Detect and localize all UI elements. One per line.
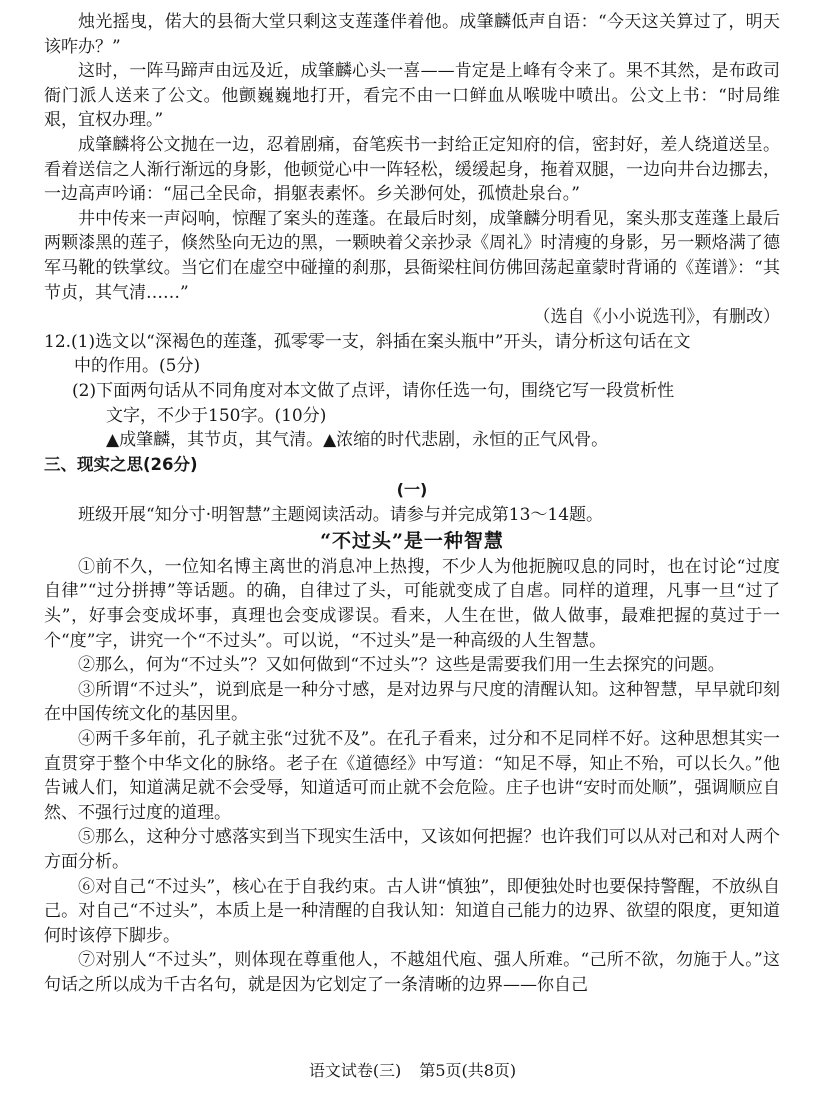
article-paragraph: ③所谓“不过头”，说到底是一种分寸感，是对边界与尺度的清醒认知。这种智慧，早早就印刻在中国传统文化的基因里。 [44,679,780,725]
question-12-part-2-continuation: 文字，不少于150字。(10分) [106,405,327,426]
section-intro: 班级开展“知分寸·明智慧”主题阅读活动。请参与并完成第13～14题。 [78,505,604,526]
question-12 [44,330,780,453]
article-paragraph: ⑥对自己“不过头”，核心在于自我约束。古人讲“慎独”，即便独处时也要保持警醒，不放纵自己。对自己“不过头”，本质上是一种清醒的自我认知：知道自己能力的边界、欲望的限度，更知道何时该停下脚步。 [44,876,780,946]
story-paragraph: 成肇麟将公文抛在一边，忍着剧痛，奋笔疾书一封给正定知府的信，密封好，差人绕道送呈。看着送信之人渐行渐远的身影，他顿觉心中一阵轻松，缓缓起身，拖着双腿，一边向井台边挪去，一边高声吟诵：“屈己全民命，捐躯表素怀。乡关渺何处，孤愤赴泉台。” [44,134,780,205]
question-12-options: ▲成肇麟，其节贞，其气清。▲浓缩的时代悲剧，永恒的正气风骨。 [106,430,609,451]
question-number: 12. [44,331,72,352]
story-paragraph: 烛光摇曳，偌大的县衙大堂只剩这支莲蓬伴着他。成肇麟低声自语：“今天这关算过了，明天该咋办？” [44,12,780,57]
article-paragraph: ⑦对别人“不过头”，则体现在尊重他人，不越俎代庖、强人所难。“己所不欲，勿施于人。”这句话之所以成为千古名句，就是因为它划定了一条清晰的边界——你自己 [44,950,780,995]
story-source: （选自《小小说选刊》，有删改） [533,307,780,328]
question-12-part-1-continuation: 中的作用。(5分) [74,356,201,377]
story-paragraph: 井中传来一声闷响，惊醒了案头的莲蓬。在最后时刻，成肇麟分明看见，案头那支莲蓬上最后两颗漆黑的莲子，倏然坠向无边的黑，一颗映着父亲抄录《周礼》时清瘦的身影，另一颗烙满了德军马靴的铁掌纹。当它们在虚空中碰撞的刹那，县衙梁柱间仿佛回荡起童蒙时背诵的《莲谱》：“其节贞，其气清……” [44,208,780,303]
article-paragraph: ②那么，何为“不过头”？又如何做到“不过头”？这些是需要我们用一生去探究的问题。 [78,655,725,676]
article-paragraph: ⑤那么，这种分寸感落实到当下现实生活中，又该如何把握？也许我们可以从对己和对人两个方面分析。 [44,827,780,872]
article-title: “不过头”是一种智慧 [320,529,504,552]
part-label: (一) [396,480,428,500]
page-number: 第5页(共8页) [419,1061,517,1080]
page-footer [0,1060,825,1082]
section-heading: 三、现实之思(26分) [44,454,198,474]
question-12-part-2-text: (2)下面两句话从不同角度对本文做了点评，请你任选一句，围绕它写一段赏析性 [72,380,675,401]
page-content [44,10,780,998]
question-12-part-1-text: (1)选文以“深褐色的莲蓬，孤零零一支，斜插在案头瓶中”开头，请分析这句话在文 [71,331,691,352]
exam-name: 语文试卷(三) [308,1061,402,1080]
article-paragraph: ④两千多年前，孔子就主张“过犹不及”。在孔子看来，过分和不足同样不好。这种思想其实一直贯穿于整个中华文化的脉络。老子在《道德经》中写道：“知足不辱，知止不殆，可以长久。”他告诫人们，知道满足就不会受辱，知道适可而止就不会危险。庄子也讲“安时而处顺”，强调顺应自然、不强行过度的道理。 [44,729,780,823]
question-12-part-1 [44,330,780,355]
article-paragraph: ①前不久，一位知名博主离世的消息冲上热搜，不少人为他扼腕叹息的同时，也在讨论“过度自律”“过分拼搏”等话题。的确，自律过了头，可能就变成了自虐。同样的道理，凡事一旦“过了头”，好事会变成坏事，真理也会变成谬误。看来，人生在世，做人做事，最难把握的莫过于一个“度”字，讲究一个“不过头”。可以说，“不过头”是一种高级的人生智慧。 [44,556,780,651]
story-paragraph: 这时，一阵马蹄声由远及近，成肇麟心头一喜——肯定是上峰有令来了。果不其然，是布政司衙门派人送来了公文。他颤巍巍地打开，看完不由一口鲜血从喉咙中喷出。公文上书：“时局维艰，宜权办理。” [44,61,780,131]
